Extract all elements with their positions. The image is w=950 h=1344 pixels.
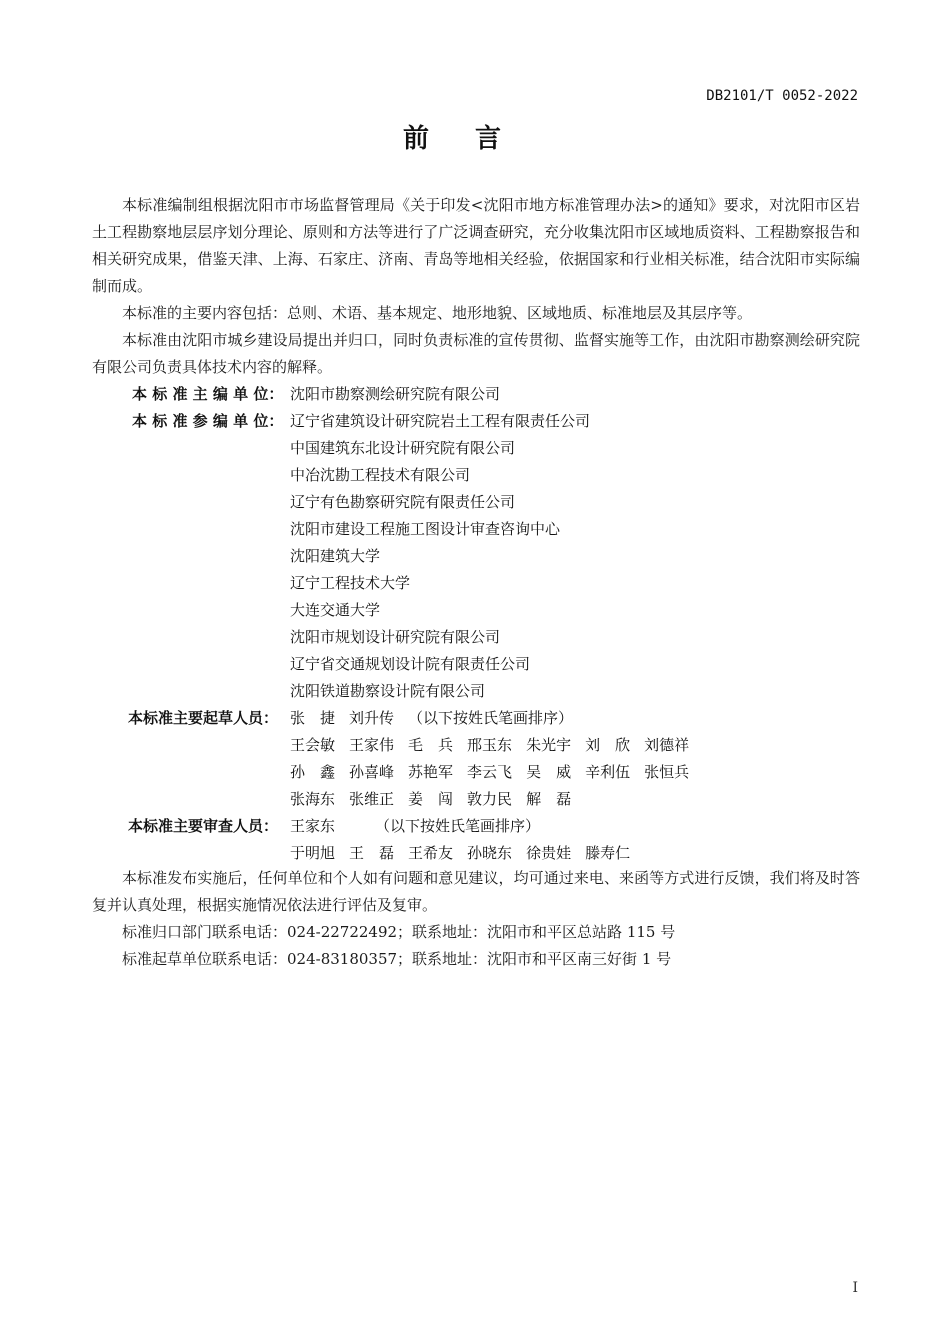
foreword-body <box>92 192 860 968</box>
drafter-name: 张海东 <box>290 790 336 808</box>
participating-unit: 辽宁省交通规划设计院有限责任公司 <box>290 655 531 673</box>
reviewer-name: 王家东 <box>290 817 336 835</box>
participating-unit-row <box>92 435 860 462</box>
units-section <box>92 381 860 867</box>
reviewers-lead <box>290 813 554 840</box>
reviewers-row <box>92 840 860 867</box>
contact-section <box>92 865 860 973</box>
participating-unit-row <box>92 408 860 435</box>
drafter-name: 孙 鑫 <box>290 763 336 781</box>
drafters-lead <box>290 705 587 732</box>
drafters-row <box>92 705 860 732</box>
reviewer-name: 徐贵娃 <box>526 844 572 862</box>
participating-unit: 辽宁工程技术大学 <box>290 574 411 592</box>
drafter-name: 王会敏 <box>290 736 336 754</box>
drafter-name: 李云飞 <box>467 763 513 781</box>
participating-unit: 大连交通大学 <box>290 601 381 619</box>
drafter-name: 孙喜峰 <box>349 763 395 781</box>
drafters-list <box>290 732 703 759</box>
participating-unit: 辽宁有色勘察研究院有限责任公司 <box>290 493 516 511</box>
participating-unit-row <box>92 678 860 705</box>
drafter-name: 刘 欣 <box>585 736 631 754</box>
drafter-name: 刘升传 <box>349 709 395 727</box>
reviewer-name: 孙晓东 <box>467 844 513 862</box>
drafter-name: 吴 威 <box>526 763 572 781</box>
standard-code: DB2101/T 0052-2022 <box>706 88 858 104</box>
drafter-name: 朱光宇 <box>526 736 572 754</box>
participating-unit-row <box>92 516 860 543</box>
drafters-list <box>290 786 585 813</box>
participating-unit: 沈阳市建设工程施工图设计审查咨询中心 <box>290 520 561 538</box>
participating-unit-row <box>92 624 860 651</box>
chief-unit-row <box>92 381 860 408</box>
chief-unit-value: 沈阳市勘察测绘研究院有限公司 <box>290 385 501 403</box>
drafter-name: 敦力民 <box>467 790 513 808</box>
chief-unit-label: 本 标 准 主 编 单 位： <box>132 385 284 403</box>
drafter-name: 张维正 <box>349 790 395 808</box>
drafter-name: 苏艳军 <box>408 763 454 781</box>
reviewers-sort-note: （以下按姓氏笔画排序） <box>375 817 541 835</box>
page-number: I <box>852 1280 858 1296</box>
drafter-name: 刘德祥 <box>644 736 690 754</box>
drafter-name: 王家伟 <box>349 736 395 754</box>
participating-unit-row <box>92 543 860 570</box>
paragraph-contents: 本标准的主要内容包括：总则、术语、基本规定、地形地貌、区域地质、标准地层及其层序等。 <box>122 304 753 322</box>
participating-unit: 沈阳铁道勘察设计院有限公司 <box>290 682 486 700</box>
drafter-name: 姜 闯 <box>408 790 454 808</box>
drafter-name: 张恒兵 <box>644 763 690 781</box>
reviewers-list <box>290 840 644 867</box>
reviewer-name: 王 磊 <box>349 844 395 862</box>
paragraph-basis: 本标准编制组根据沈阳市市场监督管理局《关于印发<沈阳市地方标准管理办法>的通知》要求，对沈阳市区岩土工程勘察地层层序划分理论、原则和方法等进行了广泛调查研究，充分收集沈阳市区域地质资料、工程勘察报告和相关研究成果，借鉴天津、上海、石家庄、济南、青岛等地相关经验，依据国家和行业相关标准，结合沈阳市实际编制而成。 <box>92 196 860 295</box>
drafters-row <box>92 732 860 759</box>
drafter-name: 邢玉东 <box>467 736 513 754</box>
drafter-name: 解 磊 <box>526 790 572 808</box>
participating-unit-row <box>92 489 860 516</box>
reviewers-row <box>92 813 860 840</box>
contact-line: 标准起草单位联系电话：024-83180357；联系地址：沈阳市和平区南三好街 1 号 <box>122 950 672 968</box>
participating-units-label: 本 标 准 参 编 单 位： <box>132 412 284 430</box>
participating-unit-row <box>92 570 860 597</box>
drafters-sort-note: （以下按姓氏笔画排序） <box>408 709 574 727</box>
participating-unit-row <box>92 651 860 678</box>
reviewer-name: 于明旭 <box>290 844 336 862</box>
drafters-row <box>92 786 860 813</box>
drafters-label: 本标准主要起草人员： <box>128 709 279 727</box>
participating-unit: 沈阳市规划设计研究院有限公司 <box>290 628 501 646</box>
participating-unit-row <box>92 597 860 624</box>
participating-unit: 中国建筑东北设计研究院有限公司 <box>290 439 516 457</box>
reviewer-name: 滕寿仁 <box>585 844 631 862</box>
reviewers-label: 本标准主要审查人员： <box>128 817 279 835</box>
drafter-name: 辛利伍 <box>585 763 631 781</box>
participating-unit: 中冶沈勘工程技术有限公司 <box>290 466 471 484</box>
page-title: 前言 <box>402 124 547 154</box>
reviewer-name: 王希友 <box>408 844 454 862</box>
participating-unit: 沈阳建筑大学 <box>290 547 381 565</box>
participating-unit: 辽宁省建筑设计研究院岩土工程有限责任公司 <box>290 412 591 430</box>
participating-unit-row <box>92 462 860 489</box>
drafters-list <box>290 759 703 786</box>
paragraph-responsibility: 本标准由沈阳市城乡建设局提出并归口，同时负责标准的宣传贯彻、监督实施等工作，由沈阳市勘察测绘研究院有限公司负责具体技术内容的解释。 <box>92 331 860 376</box>
contact-line: 标准归口部门联系电话：024-22722492；联系地址：沈阳市和平区总站路 115 号 <box>122 923 676 941</box>
drafter-name: 张 捷 <box>290 709 336 727</box>
paragraph-feedback: 本标准发布实施后，任何单位和个人如有问题和意见建议，均可通过来电、来函等方式进行反馈，我们将及时答复并认真处理，根据实施情况依法进行评估及复审。 <box>92 869 860 914</box>
drafter-name: 毛 兵 <box>408 736 454 754</box>
drafters-row <box>92 759 860 786</box>
